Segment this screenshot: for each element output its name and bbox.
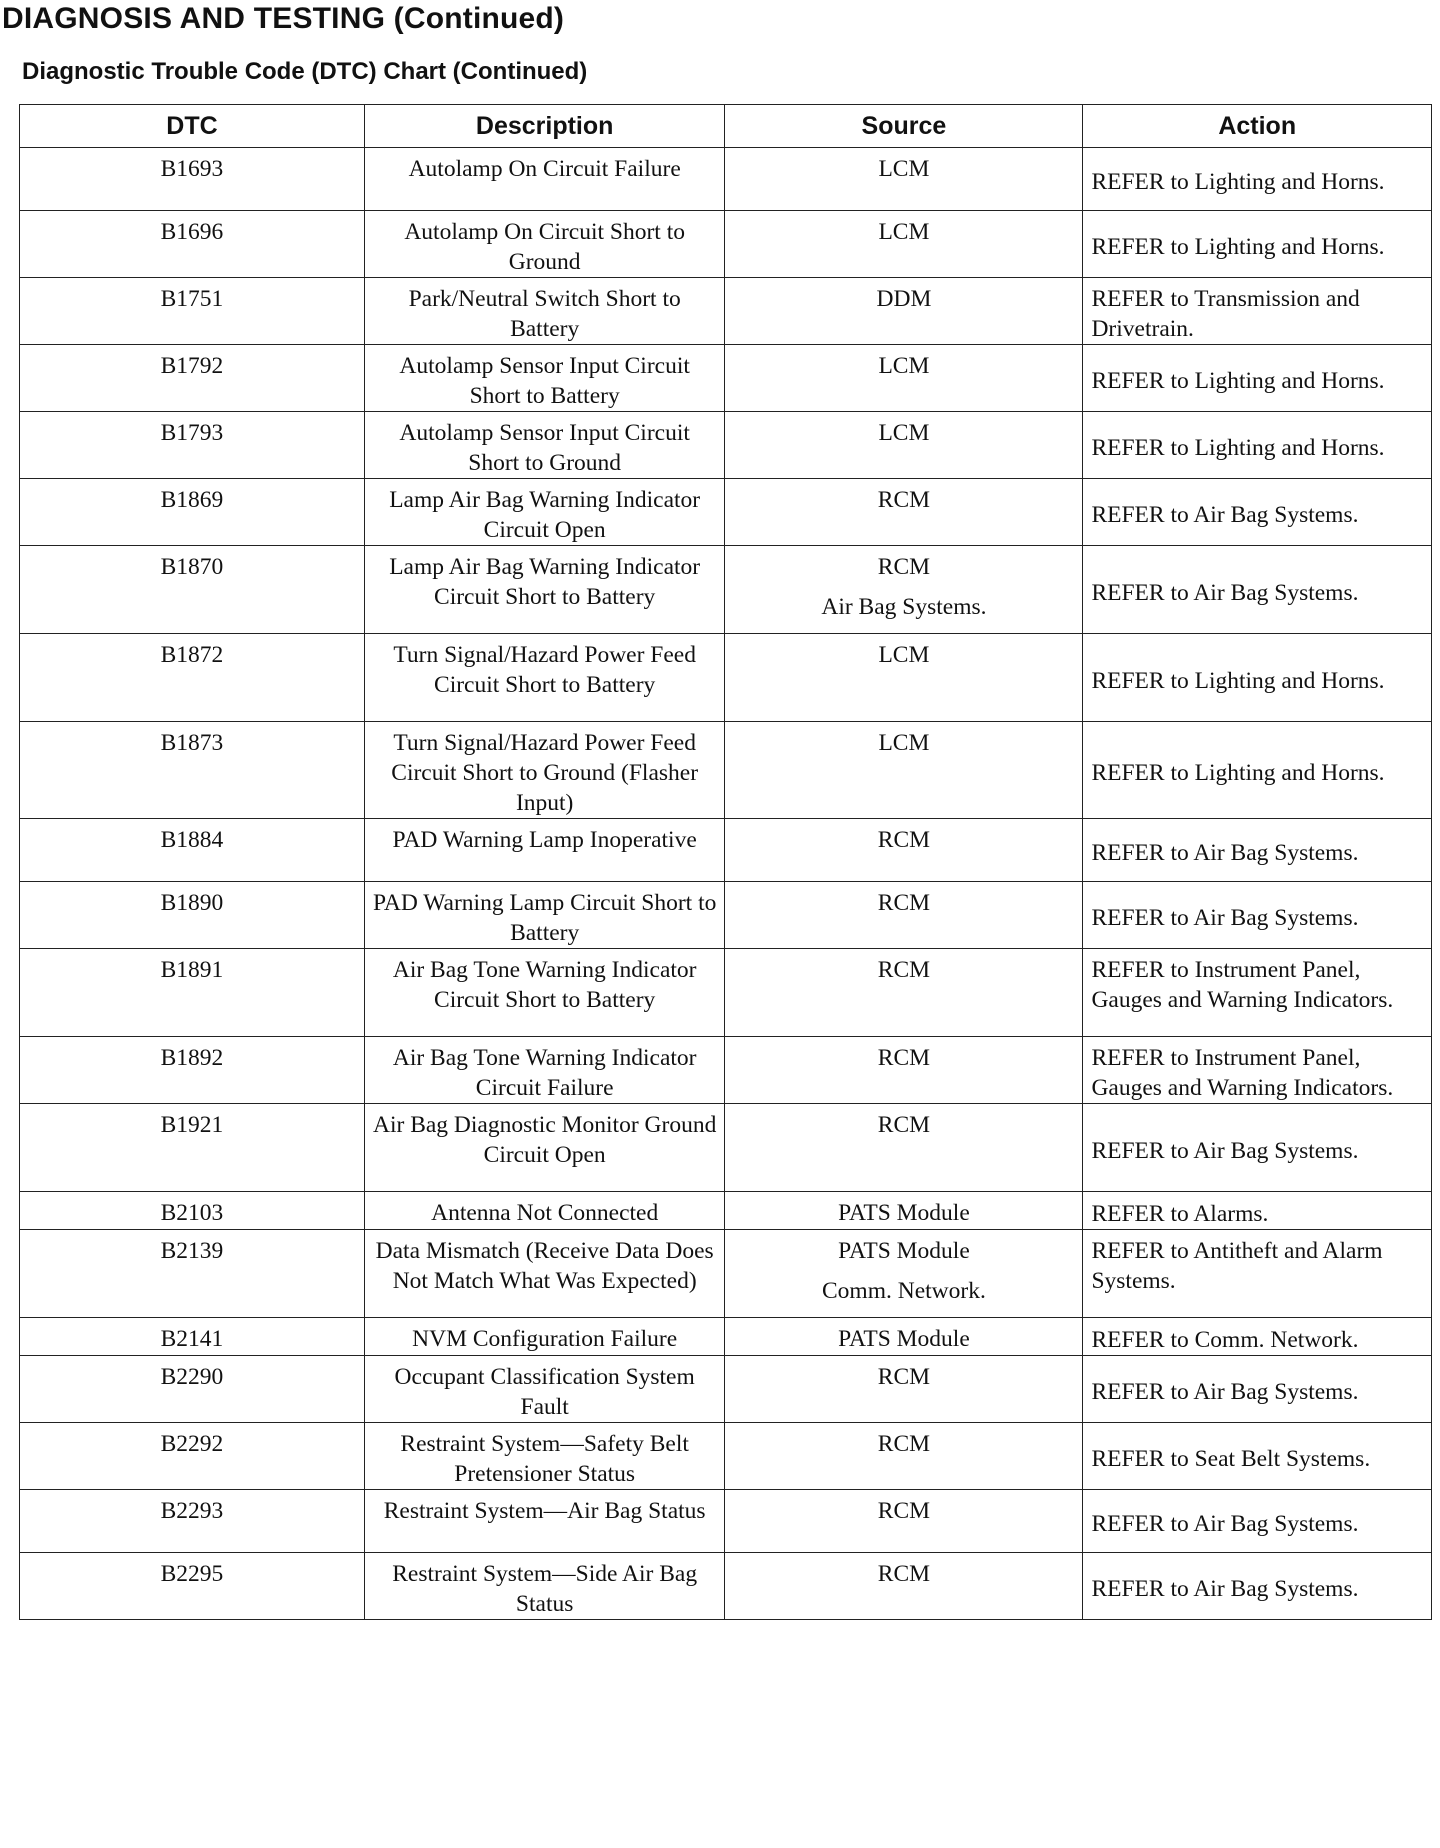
dtc-code: B1693	[20, 148, 365, 211]
dtc-source	[725, 722, 1083, 819]
dtc-code: B1890	[20, 882, 365, 949]
dtc-action: REFER to Transmission and Drivetrain.	[1083, 278, 1432, 345]
dtc-description: PAD Warning Lamp Circuit Short to Battery	[364, 882, 724, 949]
dtc-description: Restraint System—Side Air Bag Status	[364, 1553, 724, 1620]
dtc-source	[725, 1490, 1083, 1553]
dtc-action: REFER to Lighting and Horns.	[1083, 722, 1432, 819]
dtc-description: Occupant Classification System Fault	[364, 1356, 724, 1423]
dtc-code: B1873	[20, 722, 365, 819]
table-row	[20, 1192, 1432, 1230]
dtc-action: REFER to Comm. Network.	[1083, 1318, 1432, 1356]
table-row	[20, 722, 1432, 819]
dtc-code: B2293	[20, 1490, 365, 1553]
dtc-action: REFER to Air Bag Systems.	[1083, 819, 1432, 882]
source-module: RCM	[877, 1364, 931, 1390]
dtc-description: Data Mismatch (Receive Data Does Not Match What Was Expected)	[364, 1230, 724, 1318]
table-row	[20, 1104, 1432, 1192]
source-module: LCM	[878, 642, 930, 668]
source-module: RCM	[877, 890, 931, 916]
source-module: LCM	[878, 156, 930, 182]
dtc-description: Lamp Air Bag Warning Indicator Circuit Short to Battery	[364, 546, 724, 634]
dtc-source	[725, 1423, 1083, 1490]
dtc-code: B1792	[20, 345, 365, 412]
dtc-action: REFER to Air Bag Systems.	[1083, 1356, 1432, 1423]
dtc-description: NVM Configuration Failure	[364, 1318, 724, 1356]
source-module: RCM	[877, 1498, 931, 1524]
source-module: RCM	[877, 827, 931, 853]
dtc-action: REFER to Alarms.	[1083, 1192, 1432, 1230]
dtc-code: B1884	[20, 819, 365, 882]
dtc-table	[19, 104, 1432, 1620]
dtc-code: B1696	[20, 211, 365, 278]
dtc-action: REFER to Air Bag Systems.	[1083, 1104, 1432, 1192]
source-module: RCM	[877, 1112, 931, 1138]
dtc-code: B2290	[20, 1356, 365, 1423]
dtc-description: Air Bag Tone Warning Indicator Circuit Short to Battery	[364, 949, 724, 1037]
dtc-code: B2292	[20, 1423, 365, 1490]
dtc-action: REFER to Antitheft and Alarm Systems.	[1083, 1230, 1432, 1318]
dtc-source	[725, 1104, 1083, 1192]
dtc-source	[725, 1318, 1083, 1356]
dtc-action: REFER to Instrument Panel, Gauges and Warning Indicators.	[1083, 1037, 1432, 1104]
dtc-source	[725, 278, 1083, 345]
column-header-description: Description	[364, 105, 724, 148]
table-row	[20, 634, 1432, 722]
dtc-description: Autolamp On Circuit Short to Ground	[364, 211, 724, 278]
source-module: PATS Module	[838, 1238, 970, 1264]
dtc-action: REFER to Lighting and Horns.	[1083, 211, 1432, 278]
dtc-action: REFER to Lighting and Horns.	[1083, 412, 1432, 479]
table-row	[20, 1553, 1432, 1620]
source-module: LCM	[878, 353, 930, 379]
dtc-description: Antenna Not Connected	[364, 1192, 724, 1230]
table-row	[20, 1230, 1432, 1318]
source-module: LCM	[878, 730, 930, 756]
table-row	[20, 546, 1432, 634]
dtc-action: REFER to Air Bag Systems.	[1083, 1490, 1432, 1553]
table-row	[20, 819, 1432, 882]
dtc-description: Autolamp On Circuit Failure	[364, 148, 724, 211]
dtc-code: B1870	[20, 546, 365, 634]
dtc-source	[725, 211, 1083, 278]
source-module: RCM	[877, 1431, 931, 1457]
dtc-source	[725, 1037, 1083, 1104]
chart-subtitle: Diagnostic Trouble Code (DTC) Chart (Continued)	[22, 58, 588, 85]
table-row	[20, 1356, 1432, 1423]
dtc-action: REFER to Lighting and Horns.	[1083, 634, 1432, 722]
dtc-action: REFER to Air Bag Systems.	[1083, 479, 1432, 546]
dtc-description: PAD Warning Lamp Inoperative	[364, 819, 724, 882]
dtc-description: Air Bag Tone Warning Indicator Circuit Failure	[364, 1037, 724, 1104]
dtc-description: Air Bag Diagnostic Monitor Ground Circuit Open	[364, 1104, 724, 1192]
dtc-source	[725, 345, 1083, 412]
dtc-description: Turn Signal/Hazard Power Feed Circuit Short to Ground (Flasher Input)	[364, 722, 724, 819]
dtc-code: B2141	[20, 1318, 365, 1356]
dtc-description: Park/Neutral Switch Short to Battery	[364, 278, 724, 345]
dtc-code: B1891	[20, 949, 365, 1037]
dtc-source	[725, 634, 1083, 722]
dtc-source	[725, 479, 1083, 546]
source-module: PATS Module	[838, 1326, 970, 1352]
table-row	[20, 1423, 1432, 1490]
dtc-source	[725, 949, 1083, 1037]
dtc-code: B1793	[20, 412, 365, 479]
dtc-description: Autolamp Sensor Input Circuit Short to Battery	[364, 345, 724, 412]
dtc-source	[725, 546, 1083, 634]
table-row	[20, 148, 1432, 211]
dtc-code: B2139	[20, 1230, 365, 1318]
dtc-source	[725, 148, 1083, 211]
dtc-action: REFER to Air Bag Systems.	[1083, 1553, 1432, 1620]
dtc-description: Autolamp Sensor Input Circuit Short to Ground	[364, 412, 724, 479]
dtc-action: REFER to Lighting and Horns.	[1083, 148, 1432, 211]
table-row	[20, 345, 1432, 412]
dtc-action: REFER to Lighting and Horns.	[1083, 345, 1432, 412]
dtc-code: B2295	[20, 1553, 365, 1620]
table-row	[20, 278, 1432, 345]
dtc-action: REFER to Instrument Panel, Gauges and Warning Indicators.	[1083, 949, 1432, 1037]
dtc-source	[725, 819, 1083, 882]
table-row	[20, 949, 1432, 1037]
dtc-description: Lamp Air Bag Warning Indicator Circuit Open	[364, 479, 724, 546]
dtc-description: Restraint System—Air Bag Status	[364, 1490, 724, 1553]
source-note: Air Bag Systems.	[821, 594, 987, 620]
source-module: RCM	[877, 1561, 931, 1587]
source-module: PATS Module	[838, 1200, 970, 1226]
dtc-source	[725, 1356, 1083, 1423]
dtc-source	[725, 1192, 1083, 1230]
page-title: DIAGNOSIS AND TESTING (Continued)	[2, 2, 565, 35]
table-row	[20, 1037, 1432, 1104]
dtc-code: B1751	[20, 278, 365, 345]
dtc-code: B1892	[20, 1037, 365, 1104]
table-row	[20, 479, 1432, 546]
dtc-code: B2103	[20, 1192, 365, 1230]
table-row	[20, 211, 1432, 278]
source-module: RCM	[877, 554, 931, 580]
dtc-source	[725, 412, 1083, 479]
column-header-action: Action	[1083, 105, 1432, 148]
dtc-source	[725, 882, 1083, 949]
column-header-dtc: DTC	[20, 105, 365, 148]
table-header-row	[20, 105, 1432, 148]
source-module: RCM	[877, 1045, 931, 1071]
dtc-source	[725, 1553, 1083, 1620]
dtc-code: B1872	[20, 634, 365, 722]
source-module: RCM	[877, 487, 931, 513]
dtc-description: Restraint System—Safety Belt Pretensioner Status	[364, 1423, 724, 1490]
dtc-code: B1869	[20, 479, 365, 546]
table-row	[20, 412, 1432, 479]
dtc-action: REFER to Air Bag Systems.	[1083, 882, 1432, 949]
table-row	[20, 882, 1432, 949]
source-module: LCM	[878, 219, 930, 245]
source-module: DDM	[876, 286, 932, 312]
table-body	[20, 148, 1432, 1620]
source-module: RCM	[877, 957, 931, 983]
source-note: Comm. Network.	[822, 1278, 986, 1304]
dtc-source	[725, 1230, 1083, 1318]
table-row	[20, 1490, 1432, 1553]
table-row	[20, 1318, 1432, 1356]
dtc-action: REFER to Seat Belt Systems.	[1083, 1423, 1432, 1490]
source-module: LCM	[878, 420, 930, 446]
column-header-source: Source	[725, 105, 1083, 148]
dtc-code: B1921	[20, 1104, 365, 1192]
dtc-description: Turn Signal/Hazard Power Feed Circuit Short to Battery	[364, 634, 724, 722]
dtc-action: REFER to Air Bag Systems.	[1083, 546, 1432, 634]
